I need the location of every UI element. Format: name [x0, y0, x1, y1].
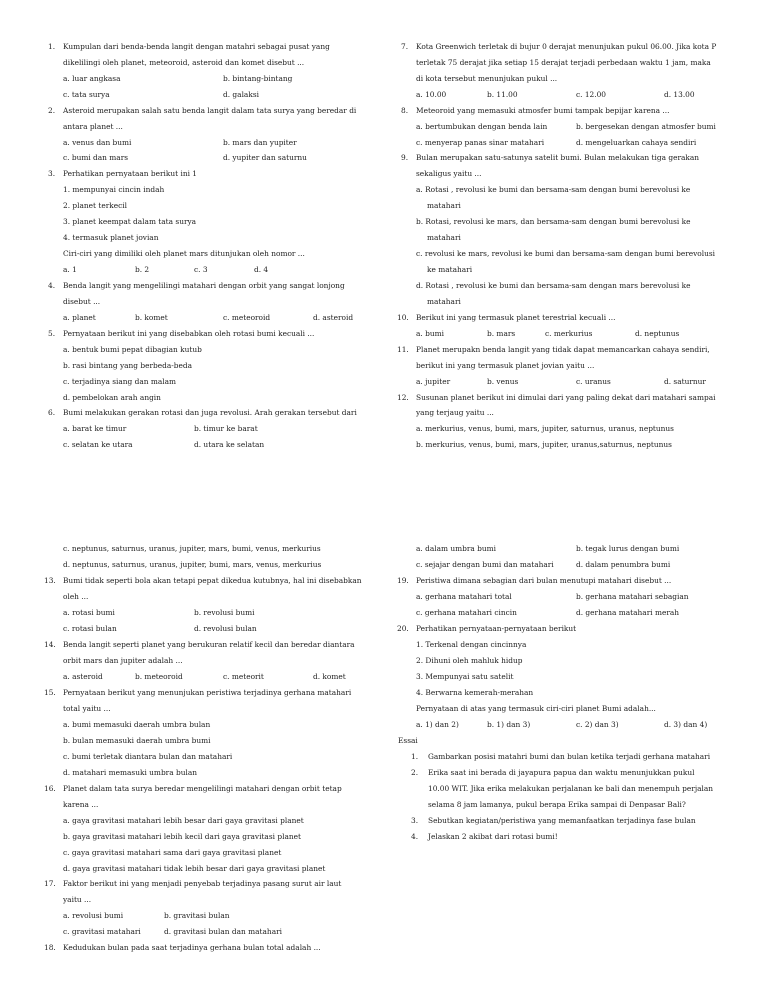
page2-right-line: Essai — [398, 736, 418, 745]
page2-left-question-text: Faktor berikut ini yang menjadi penyebab terjadinya pasang surut air laut — [63, 879, 342, 888]
page1-right-option: c. menyerap panas sinar matahari — [416, 138, 545, 147]
page1-right-option: c. merkurius — [545, 329, 593, 338]
page2-left-option: d. komet — [313, 672, 346, 681]
page2-right-line: 4. Berwarna kemerah-merahan — [416, 688, 534, 697]
page1-right-line: c. revolusi ke mars, revolusi ke bumi dan bersama-sam dengan bumi berevolusi — [416, 249, 716, 258]
page2-right-question-number: 2. — [411, 768, 419, 777]
page1-right-line: sekaligus yaitu ... — [416, 169, 482, 178]
page1-right-line: b. merkurius, venus, bumi, mars, jupiter, uranus,saturnus, neptunus — [416, 440, 672, 449]
page1-left-option: d. galaksi — [223, 90, 259, 99]
page2-right-question-text: Jelaskan 2 akibat dari rotasi bumi! — [428, 832, 558, 841]
page2-right-option: d. 3) dan 4) — [664, 720, 708, 729]
page1-right-question-number: 7. — [401, 42, 409, 51]
page1-right-question-text: Susunan planet berikut ini dimulai dari yang paling dekat dari matahari sampai — [416, 393, 716, 402]
page1-left-line: disebut ... — [63, 297, 101, 306]
page2-left-question-text: Pernyataan berikut yang menunjukan peristiwa terjadinya gerhana matahari — [63, 688, 352, 697]
page2-left-option: a. asteroid — [63, 672, 103, 681]
page2-right-line: 1. Terkenal dengan cincinnya — [416, 640, 527, 649]
page1-right-option: b. 11.00 — [487, 90, 518, 99]
page2-left-question-number: 15. — [44, 688, 56, 697]
page2-left-question-number: 16. — [44, 784, 56, 793]
page1-left-question-text: Kumpulan dari benda-benda langit dengan matahri sebagai pusat yang — [63, 42, 330, 51]
page1-right-line: a. Rotasi , revolusi ke bumi dan bersama-sam dengan bumi berevolusi ke — [416, 185, 691, 194]
page2-left-question-text: Bumi tidak seperti bola akan tetapi pepat dikedua kutubnya, hal ini disebabkan — [63, 576, 362, 585]
page2-left-option: a. revolusi bumi — [63, 911, 124, 920]
page2-left-line: c. bumi terletak diantara bulan dan matahari — [63, 752, 233, 761]
page2-left-option: c. gravitasi matahari — [63, 927, 141, 936]
page1-left-option: d. utara ke selatan — [194, 440, 265, 449]
page2-left-question-text: Benda langit seperti planet yang berukuran relatif kecil dan beredar diantara — [63, 640, 355, 649]
page1-right-option: a. 10.00 — [416, 90, 447, 99]
page1-left-question-number: 5. — [48, 329, 56, 338]
page1-left-line: 2. planet terkecil — [63, 201, 127, 210]
page2-left-line: d. matahari memasuki umbra bulan — [63, 768, 197, 777]
page1-left-question-number: 1. — [48, 42, 56, 51]
page2-right-option: d. gerhana matahari merah — [576, 608, 680, 617]
page1-left-option: a. planet — [63, 313, 96, 322]
page2-right-line: 10.00 WIT. Jika erika melakukan perjalanan ke bali dan menempuh perjalan — [428, 784, 714, 793]
page1-right-question-number: 9. — [401, 153, 409, 162]
page1-left-option: b. timur ke barat — [194, 424, 258, 433]
page2-right-option: b. gerhana matahari sebagian — [576, 592, 689, 601]
page1-left-option: a. venus dan bumi — [63, 138, 132, 147]
page2-left-line: d. neptunus, saturnus, uranus, jupiter, bumi, mars, venus, merkurius — [63, 560, 322, 569]
page1-right-question-number: 8. — [401, 106, 409, 115]
page2-right-question-text: Erika saat ini berada di jayapura papua dan waktu menunjukkan pukul — [428, 768, 695, 777]
page2-left-line: oleh ... — [63, 592, 89, 601]
page2-right-line: 3. Mempunyai satu satelit — [416, 672, 514, 681]
page1-left-question-text: Pernyataan berikut ini yang disebabkan oleh rotasi bumi kecuali ... — [63, 329, 315, 338]
page2-right-option: a. gerhana matahari total — [416, 592, 512, 601]
page1-right-line: matahari — [427, 233, 461, 242]
page1-right-line: terletak 75 derajat jika setiap 15 derajat terjadi perbedaan waktu 1 jam, maka — [416, 58, 711, 67]
page1-right-question-number: 11. — [397, 345, 409, 354]
page2-left-line: c. gaya gravitasi matahari sama dari gaya gravitasi planet — [63, 848, 282, 857]
page1-left-option: c. selatan ke utara — [63, 440, 133, 449]
page2-left-line: c. neptunus, saturnus, uranus, jupiter, mars, bumi, venus, merkurius — [63, 544, 321, 553]
page1-right-option: a. jupiter — [416, 377, 451, 386]
page2-left-line: a. bumi memasuki daerah umbra bulan — [63, 720, 211, 729]
page1-right-line: berikut ini yang termasuk planet jovian yaitu ... — [416, 361, 595, 370]
page1-right-option: c. 12.00 — [576, 90, 606, 99]
page2-left-option: b. revolusi bumi — [194, 608, 255, 617]
page1-right-option: d. 13.00 — [664, 90, 695, 99]
page1-right-option: d. neptunus — [635, 329, 680, 338]
page1-right-question-text: Berikut ini yang termasuk planet terestrial kecuali ... — [416, 313, 616, 322]
page2-left-option: c. meteorit — [223, 672, 264, 681]
page1-left-question-number: 3. — [48, 169, 56, 178]
page1-right-line: matahari — [427, 201, 461, 210]
page1-right-line: yang terjaug yaitu ... — [416, 408, 494, 417]
page1-right-line: di kota tersebut menunjukan pukul ... — [416, 74, 558, 83]
page1-left-option: c. tata surya — [63, 90, 110, 99]
page1-left-option: c. 3 — [194, 265, 208, 274]
page2-left-line: karena ... — [63, 800, 99, 809]
page1-right-line: b. Rotasi, revolusi ke mars, dan bersama-sam dengan bumi berevolusi ke — [416, 217, 691, 226]
page2-right-option: a. dalam umbra bumi — [416, 544, 497, 553]
page1-left-line: d. pembelokan arah angin — [63, 393, 161, 402]
page1-left-option: b. komet — [135, 313, 168, 322]
page1-right-question-number: 10. — [397, 313, 409, 322]
page2-right-line: 2. Dihuni oleh mahluk hidup — [416, 656, 523, 665]
page1-left-question-text: Perhatikan pernyataan berikut ini 1 — [63, 169, 198, 178]
page1-left-line: dikelilingi oleh planet, meteoroid, asteroid dan komet disebut ... — [63, 58, 305, 67]
page2-left-question-text: Kedudukan bulan pada saat terjadinya gerhana bulan total adalah ... — [63, 943, 321, 952]
page2-left-question-number: 18. — [44, 943, 56, 952]
page2-right-question-text: Perhatikan pernyataan-pernyataan berikut — [416, 624, 577, 633]
page1-left-line: b. rasi bintang yang berbeda-beda — [63, 361, 192, 370]
page2-left-option: c. rotasi bulan — [63, 624, 117, 633]
page2-left-line: a. gaya gravitasi matahari lebih besar dari gaya gravitasi planet — [63, 816, 304, 825]
page2-left-question-number: 17. — [44, 879, 56, 888]
page1-left-line: antara planet ... — [63, 122, 123, 131]
page1-left-question-number: 4. — [48, 281, 56, 290]
page1-left-line: a. bentuk bumi pepat dibagian kutub — [63, 345, 202, 354]
page1-left-line: 3. planet keempat dalam tata surya — [63, 217, 197, 226]
page1-left-option: b. 2 — [135, 265, 150, 274]
page2-right-question-text: Gambarkan posisi matahri bumi dan bulan ketika terjadi gerhana matahari — [428, 752, 711, 761]
page1-left-option: a. 1 — [63, 265, 77, 274]
page1-left-option: a. luar angkasa — [63, 74, 121, 83]
page1-right-line: matahari — [427, 297, 461, 306]
page2-left-option: b. gravitasi bulan — [164, 911, 230, 920]
page2-left-question-number: 13. — [44, 576, 56, 585]
page2-right-option: b. 1) dan 3) — [487, 720, 531, 729]
page1-right-line: d. Rotasi , revolusi ke bumi dan bersama-sam dengan mars berevolusi ke — [416, 281, 691, 290]
page1-right-question-text: Kota Greenwich terletak di bujur 0 derajat menunjukan pukul 06.00. Jika kota P — [416, 42, 717, 51]
page1-left-option: b. bintang-bintang — [223, 74, 293, 83]
page1-left-question-text: Benda langit yang mengelilingi matahari dengan orbit yang sangat lonjong — [63, 281, 345, 290]
page2-right-line: Pernyataan di atas yang termasuk ciri-ciri planet Bumi adalah... — [416, 704, 656, 713]
page1-right-question-text: Planet merupakn benda langit yang tidak dapat memancarkan cahaya sendiri, — [416, 345, 710, 354]
page1-right-option: a. bumi — [416, 329, 444, 338]
page2-right-option: a. 1) dan 2) — [416, 720, 459, 729]
page2-right-option: b. tegak lurus dengan bumi — [576, 544, 680, 553]
page1-left-question-text: Asteroid merupakan salah satu benda langit dalam tata surya yang beredar di — [63, 106, 357, 115]
page1-left-option: d. asteroid — [313, 313, 354, 322]
page1-left-question-number: 6. — [48, 408, 56, 417]
page2-left-line: b. bulan memasuki daerah umbra bumi — [63, 736, 211, 745]
page1-left-option: d. 4 — [254, 265, 269, 274]
page1-left-option: b. mars dan yupiter — [223, 138, 297, 147]
page1-right-option: b. venus — [487, 377, 519, 386]
page1-right-line: a. merkurius, venus, bumi, mars, jupiter, saturnus, uranus, neptunus — [416, 424, 674, 433]
page2-right-question-number: 20. — [397, 624, 409, 633]
page2-left-line: d. gaya gravitasi matahari tidak lebih besar dari gaya gravitasi planet — [63, 864, 326, 873]
page2-right-question-number: 19. — [397, 576, 409, 585]
page2-left-line: yaitu ... — [63, 895, 92, 904]
page2-left-option: d. gravitasi bulan dan matahari — [164, 927, 282, 936]
page1-right-question-number: 12. — [397, 393, 409, 402]
page1-right-option: b. mars — [487, 329, 516, 338]
page1-left-question-text: Bumi melakukan gerakan rotasi dan juga revolusi. Arah gerakan tersebut dari — [63, 408, 357, 417]
page1-right-option: d. saturnur — [664, 377, 706, 386]
page2-left-option: a. rotasi bumi — [63, 608, 115, 617]
page1-left-line: c. terjadinya siang dan malam — [63, 377, 177, 386]
page2-right-question-text: Sebutkan kegiatan/peristiwa yang memanfaatkan terjadinya fase bulan — [428, 816, 696, 825]
page2-left-line: b. gaya gravitasi matahari lebih kecil dari gaya gravitasi planet — [63, 832, 301, 841]
page1-right-question-text: Meteoroid yang memasuki atmosfer bumi tampak bepijar karena ... — [416, 106, 670, 115]
page1-left-line: 4. termasuk planet jovian — [63, 233, 159, 242]
page1-right-option: d. mengeluarkan cahaya sendiri — [576, 138, 697, 147]
page2-right-option: c. gerhana matahari cincin — [416, 608, 517, 617]
page2-left-option: b. meteoroid — [135, 672, 183, 681]
page1-left-line: Ciri-ciri yang dimiliki oleh planet mars ditunjukan oleh nomor ... — [63, 249, 305, 258]
page2-right-question-number: 4. — [411, 832, 419, 841]
page2-right-question-number: 1. — [411, 752, 419, 761]
page1-left-line: 1. mempunyai cincin indah — [63, 185, 165, 194]
page2-right-line: selama 8 jam lamanya, pukul berapa Erika sampai di Denpasar Bali? — [428, 800, 686, 809]
page2-left-option: d. revolusi bulan — [194, 624, 257, 633]
page2-right-question-number: 3. — [411, 816, 419, 825]
page1-left-question-number: 2. — [48, 106, 56, 115]
page1-left-option: c. meteoroid — [223, 313, 271, 322]
page2-left-line: orbit mars dan jupiter adalah ... — [63, 656, 183, 665]
page1-right-question-text: Bulan merupakan satu-satunya satelit bumi. Bulan melakukan tiga gerakan — [416, 153, 700, 162]
page1-right-option: c. uranus — [576, 377, 611, 386]
page2-left-question-text: Planet dalam tata surya beredar mengelilingi matahari dengan orbit tetap — [63, 784, 342, 793]
page1-right-option: b. bergesekan dengan atmosfer bumi — [576, 122, 716, 131]
page1-right-line: ke matahari — [427, 265, 473, 274]
page2-right-option: d. dalam penumbra bumi — [576, 560, 671, 569]
page2-left-line: total yaitu ... — [63, 704, 111, 713]
page1-right-option: a. bertumbukan dengan benda lain — [416, 122, 548, 131]
page2-right-option: c. sejajar dengan bumi dan matahari — [416, 560, 554, 569]
page1-left-option: d. yupiter dan saturnu — [223, 153, 307, 162]
page2-right-question-text: Peristiwa dimana sebagian dari bulan menutupi matahari disebut ... — [416, 576, 672, 585]
page2-right-option: c. 2) dan 3) — [576, 720, 619, 729]
page1-left-option: c. bumi dan mars — [63, 153, 129, 162]
page1-left-option: a. barat ke timur — [63, 424, 127, 433]
page2-left-question-number: 14. — [44, 640, 56, 649]
